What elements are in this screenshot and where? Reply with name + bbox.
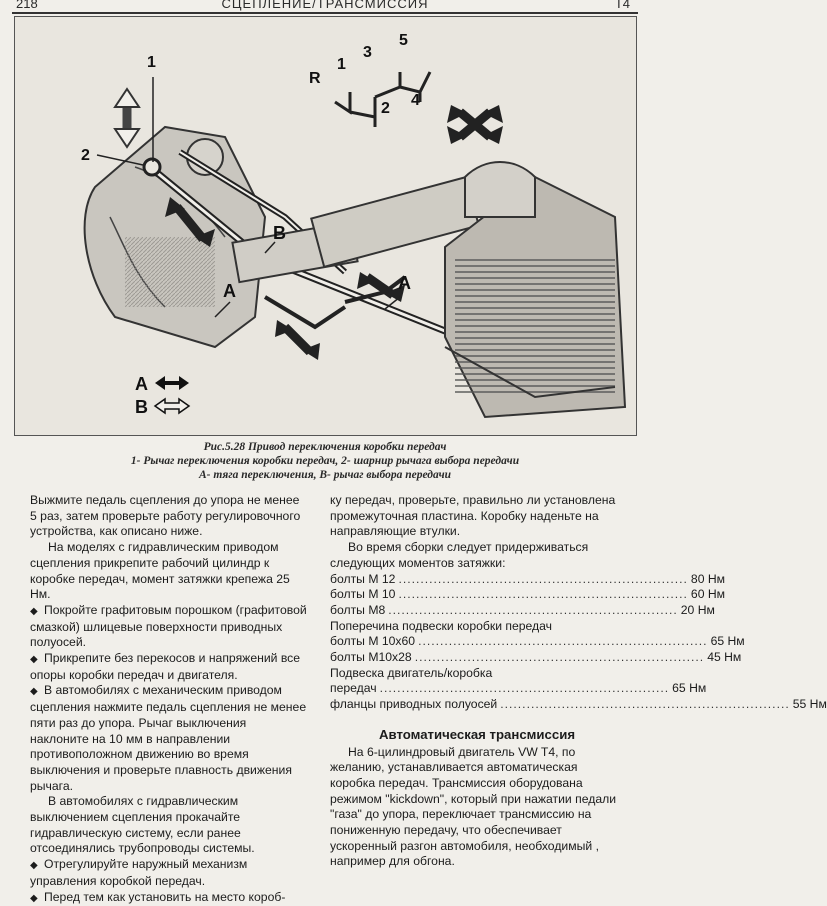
- torque-row: болты М8 .................................................................. 20 Нм: [330, 602, 715, 617]
- figure-label-a-right: A: [398, 273, 411, 293]
- torque-row: болты М 10 .................................................................. 60 Нм: [330, 587, 726, 602]
- header-rule: [12, 12, 638, 14]
- torque-row: передач .................................................................. 65 Нм: [330, 681, 707, 696]
- shift-label-5: 5: [399, 32, 408, 49]
- caption-title: Рис.5.28 Привод переключения коробки передач: [203, 441, 447, 453]
- paragraph: На моделях с гидравлическим приводом сцепления прикрепите рабочий цилиндр к коробке передач, момент затяжки крепежа 25 Нм.: [30, 540, 290, 602]
- bullet-item: ◆ Прикрепите без перекосов и напряжений все опоры коробки передач и двигателя.: [30, 651, 301, 682]
- legend-key-b: B: [135, 397, 148, 417]
- gearshift-linkage-figure: [14, 16, 637, 436]
- figure-label-1: 1: [147, 54, 156, 71]
- shift-boot: [445, 162, 625, 417]
- diamond-bullet-icon: ◆: [30, 605, 38, 617]
- bullet-item: ◆ Перед тем как установить на место короб-: [30, 890, 308, 906]
- running-title: СЦЕПЛЕНИЕ/ТРАНСМИССИЯ: [221, 0, 429, 11]
- diamond-bullet-icon: ◆: [30, 860, 38, 872]
- paragraph: В автомобилях с гидравлическим выключением сцепления прокачайте гидравлическую систему, если ранее отсоединялись трубопроводы системы.: [30, 794, 255, 856]
- section-heading: Автоматическая трансмиссия: [378, 726, 576, 742]
- torque-row: фланцы приводных полуосей .................................................................. 55 Нм: [330, 697, 827, 712]
- left-column: [30, 493, 308, 906]
- linkage-drawing: [15, 17, 636, 435]
- shift-label-3: 3: [363, 44, 372, 61]
- caption-line: А- тяга переключения, В- рычаг выбора передачи: [198, 469, 452, 481]
- shift-label-r: R: [309, 70, 321, 87]
- paragraph: На 6-цилиндровый двигатель VW T4, по желанию, устанавливается автоматическая коробка передач. Трансмиссия оборудована режимом "kickdown", который при нажатии педали "газа" до упора, переключает трансмиссию на пониженную передачу, что обеспечивает ускоренный разгон автомобиля, необходимый , например для обгона.: [330, 744, 617, 869]
- paragraph: Выжмите педаль сцепления до упора не менее 5 раз, затем проверьте работу регулировочного устройства, как описано ниже.: [30, 493, 301, 539]
- diamond-bullet-icon: ◆: [30, 654, 38, 666]
- torque-group-title: Подвеска двигатель/коробка: [330, 665, 493, 680]
- torque-group-title: Поперечина подвески коробки передач: [330, 618, 553, 633]
- figure-label-b: B: [273, 223, 286, 243]
- legend-key-a: A: [135, 374, 148, 394]
- torque-row: болты М 12 .................................................................. 80 Нм: [330, 571, 726, 586]
- page-number: 218: [16, 0, 38, 11]
- caption-line: 1- Рычаг переключения коробки передач, 2- шарнир рычага выбора передачи: [130, 455, 520, 467]
- paragraph: ку передач, проверьте, правильно ли установлена промежуточная пластина. Коробку наденьте на направляющие втулки.: [330, 493, 616, 539]
- figure-legend: [135, 374, 189, 417]
- torque-row: болты М10х28 .................................................................. 45 Нм: [330, 650, 742, 665]
- bullet-item: ◆ Отрегулируйте наружный механизм управления коробкой передач.: [30, 857, 248, 888]
- diamond-bullet-icon: ◆: [30, 686, 38, 698]
- right-column: [330, 493, 827, 870]
- torque-row: болты М 10х60 .................................................................. 65 Нм: [330, 634, 745, 649]
- diamond-bullet-icon: ◆: [30, 892, 38, 904]
- chapter-tag: T4: [614, 0, 630, 11]
- figure-caption: [30, 440, 620, 482]
- figure-label-a-left: A: [223, 281, 236, 301]
- paragraph: Во время сборки следует придерживаться следующих моментов затяжки:: [330, 540, 589, 570]
- shift-label-2: 2: [381, 100, 390, 117]
- bullet-item: ◆ В автомобилях с механическим приводом сцепления нажмите педаль сцепления не менее пяти раз до упора. Рычаг выключения наклоните на 10 мм в направлении противоположном движению во время выключения и проверьте плавность движения рычага.: [30, 683, 307, 793]
- shift-label-4: 4: [411, 92, 420, 109]
- bullet-item: ◆ Покройте графитовым порошком (графитовой смазкой) шлицевые поверхности приводных полуосей.: [30, 602, 307, 650]
- figure-label-2: 2: [81, 147, 90, 164]
- shift-label-1: 1: [337, 56, 346, 73]
